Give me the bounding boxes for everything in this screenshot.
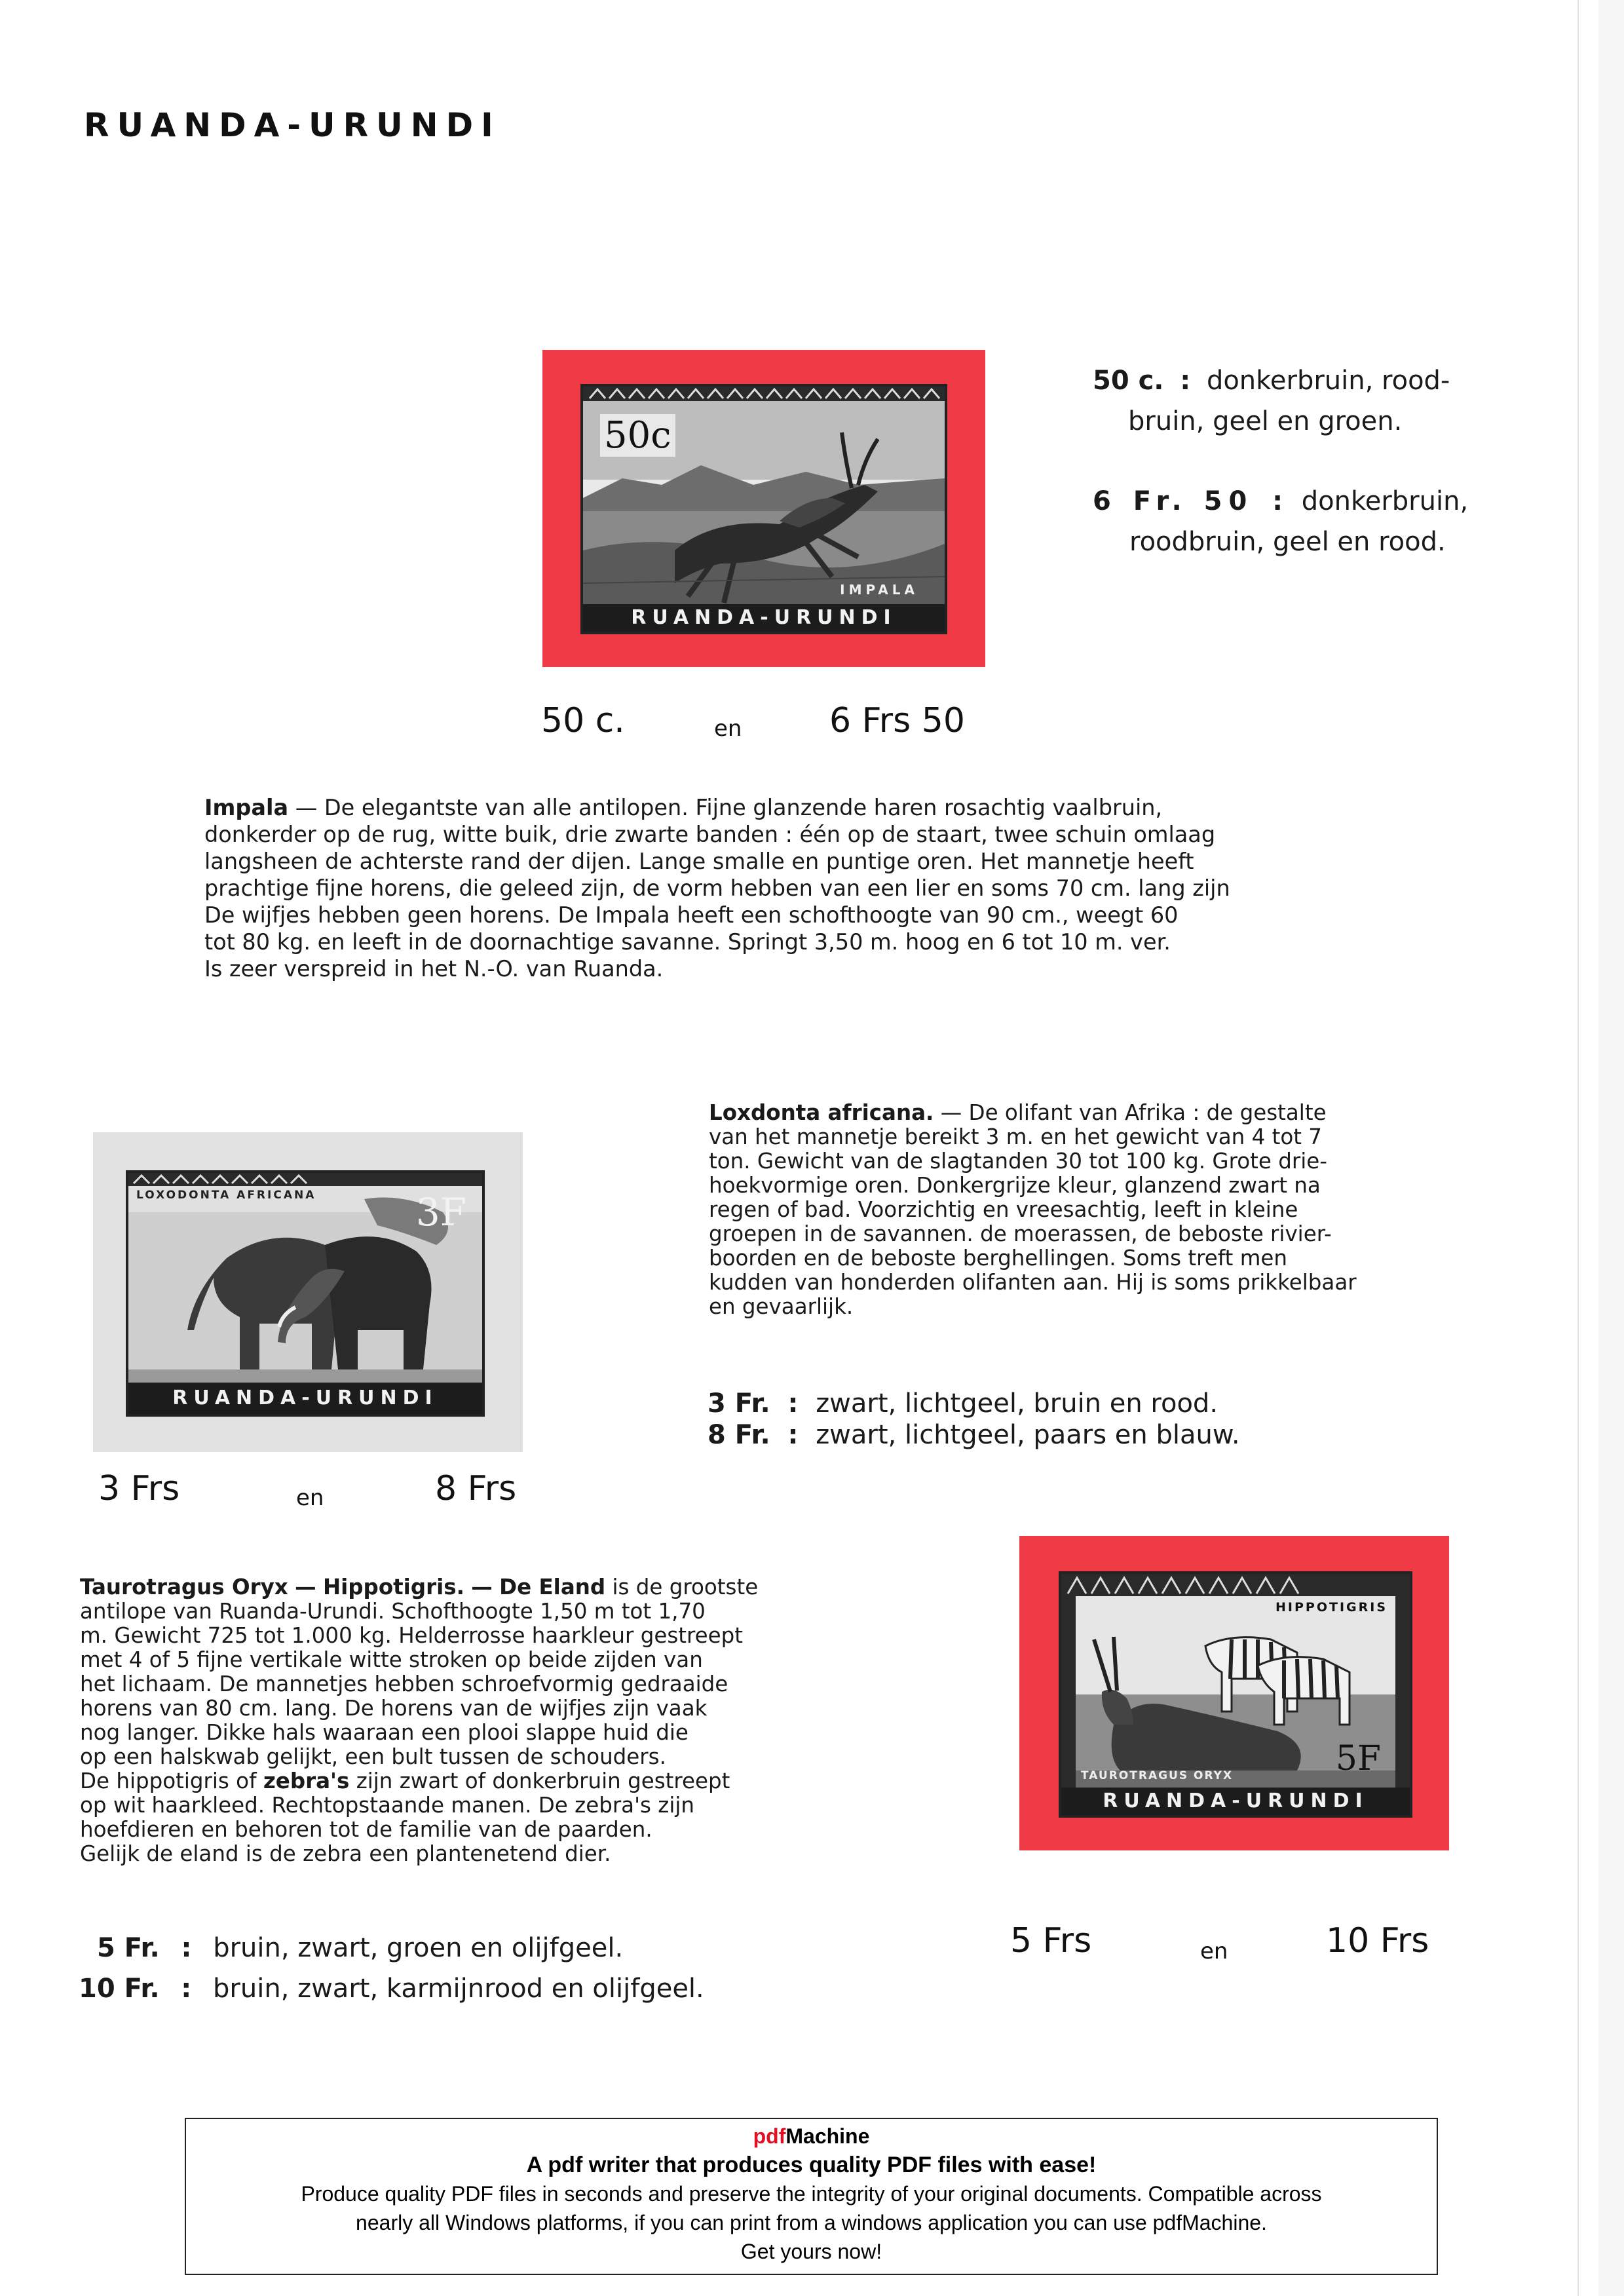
impala-desc-line: Impala — De elegantste van alle antilopen. Fijne glanzende haren rosachtig vaalbruin, xyxy=(204,795,1163,820)
impala-desc-line: tot 80 kg. en leeft in de doornachtige savanne. Springt 3,50 m. hoog en 6 tot 10 m. ver. xyxy=(204,929,1171,955)
eland-sub-label: TAUROTRAGUS ORYX xyxy=(1081,1769,1234,1782)
eland-desc-line: nog langer. Dikke hals waaraan een plooi slappe huid die xyxy=(80,1720,689,1745)
pdfmachine-ad xyxy=(185,2118,1438,2275)
eland-desc-line: op een halskwab gelijkt, een bult tussen de schouders. xyxy=(80,1744,666,1769)
elephant-price-right: 8 Frs xyxy=(435,1469,517,1508)
impala-color-sep: : xyxy=(1180,366,1191,396)
elephant-desc-line: en gevaarlijk. xyxy=(709,1294,854,1319)
elephant-color-desc: zwart, lichtgeel, bruin en rood. xyxy=(816,1388,1218,1419)
impala-desc-line: langsheen de achterste rand der dijen. Lange smalle en puntige oren. Het mannetje heeft xyxy=(204,849,1194,874)
eland-color-sep: : xyxy=(181,1933,192,1963)
impala-color-sep: : xyxy=(1272,486,1283,516)
page-title: RUANDA-URUNDI xyxy=(84,106,501,144)
impala-color-denom: 6 Fr. 50 xyxy=(1093,486,1254,516)
elephant-color-desc: zwart, lichtgeel, paars en blauw. xyxy=(816,1420,1240,1450)
ad-cta[interactable]: Get yours now! xyxy=(740,2240,882,2263)
elephant-desc-line: groepen in de savannen. de moerassen, de beboste rivier- xyxy=(709,1221,1332,1246)
impala-desc-line: prachtige fijne horens, die geleed zijn, de vorm hebben van een lier en soms 70 cm. lang zijn xyxy=(204,875,1230,901)
elephant-stamp xyxy=(126,1170,485,1417)
eland-country-band: RUANDA-URUNDI xyxy=(1061,1788,1410,1815)
elephant-desc-line: Loxdonta africana. — De olifant van Afrika : de gestalte xyxy=(709,1100,1327,1125)
eland-stamp xyxy=(1059,1571,1412,1818)
eland-price-left: 5 Frs xyxy=(1010,1921,1092,1961)
elephant-color-sep: : xyxy=(787,1388,799,1419)
impala-price-right: 6 Frs 50 xyxy=(829,701,965,740)
impala-color-denom: 50 c. xyxy=(1093,366,1164,396)
elephant-value-mark: 3F xyxy=(415,1190,466,1234)
eland-species-label: HIPPOTIGRIS xyxy=(1275,1600,1388,1615)
impala-color-650 xyxy=(1093,481,1486,522)
elephant-country-band: RUANDA-URUNDI xyxy=(128,1383,482,1414)
impala-color-desc: donkerbruin, xyxy=(1301,486,1469,516)
impala-price-left: 50 c. xyxy=(541,701,625,740)
impala-term: Impala xyxy=(204,795,289,820)
elephant-desc-line: van het mannetje bereikt 3 m. en het gewicht van 4 tot 7 xyxy=(709,1124,1322,1149)
impala-stamp xyxy=(580,384,947,634)
eland-desc-line: het lichaam. De mannetjes hebben schroefvormig gedraaide xyxy=(80,1672,728,1696)
impala-color-650-cont: roodbruin, geel en rood. xyxy=(1129,527,1446,557)
zebra-desc-line: hoefdieren en behoren tot de familie van de paarden. xyxy=(80,1817,652,1842)
elephant-color-8fr xyxy=(708,1419,1240,1451)
eland-color-desc: bruin, zwart, groen en olijfgeel. xyxy=(213,1933,624,1963)
eland-term-taurotragus: Taurotragus Oryx xyxy=(80,1575,288,1599)
eland-color-desc: bruin, zwart, karmijnrood en olijfgeel. xyxy=(213,1974,704,2004)
ad-line: nearly all Windows platforms, if you can print from a windows application you can use pdfMachine. xyxy=(356,2211,1267,2234)
impala-species-label: IMPALA xyxy=(840,582,918,598)
ad-line: Produce quality PDF files in seconds and preserve the integrity of your original documents. Compatible across xyxy=(301,2182,1322,2206)
page-edge xyxy=(1598,0,1624,2296)
elephant-desc-line: ton. Gewicht van de slagtanden 30 tot 100 kg. Grote drie- xyxy=(709,1149,1327,1174)
impala-desc-line: De wijfjes hebben geen horens. De Impala heeft een schofthoogte van 90 cm., weegt 60 xyxy=(204,902,1179,928)
zebra-desc-line: op wit haarkleed. Rechtopstaande manen. De zebra's zijn xyxy=(80,1793,695,1818)
eland-desc-line: m. Gewicht 725 tot 1.000 kg. Helderrosse haarkleur gestreept xyxy=(80,1623,744,1648)
eland-price-right: 10 Frs xyxy=(1326,1921,1429,1961)
eland-desc-line: met 4 of 5 fijne vertikale witte stroken op beide zijden van xyxy=(80,1647,703,1672)
elephant-description xyxy=(709,1101,1482,1319)
elephant-species-label: LOXODONTA AFRICANA xyxy=(136,1189,316,1202)
impala-value-mark: 50c xyxy=(600,414,675,457)
elephant-desc-line: hoekvormige oren. Donkergrijze kleur, glanzend zwart na xyxy=(709,1173,1321,1198)
eland-desc-line: Taurotragus Oryx — Hippotigris. — De Eland is de grootste xyxy=(80,1575,759,1599)
eland-term-hippotigris: Hippotigris. xyxy=(322,1575,464,1599)
impala-desc-line: donkerder op de rug, witte buik, drie zwarte banden : één op de staart, twee schuin omlaag xyxy=(204,822,1216,847)
ad-brand: pdfMachine xyxy=(753,2124,870,2148)
ad-tagline: A pdf writer that produces quality PDF files with ease! xyxy=(526,2152,1097,2177)
elephant-price-left: 3 Frs xyxy=(98,1469,180,1508)
impala-price-joiner: en xyxy=(714,716,742,742)
elephant-color-3fr xyxy=(708,1388,1218,1419)
elephant-term: Loxdonta africana. xyxy=(709,1100,934,1125)
eland-desc-line: antilope van Ruanda-Urundi. Schofthoogte 1,50 m tot 1,70 xyxy=(80,1599,706,1624)
zebra-desc-line: Gelijk de eland is de zebra een plantenetend dier. xyxy=(80,1841,611,1866)
impala-color-desc: donkerbruin, rood- xyxy=(1206,366,1450,396)
page-fold-line xyxy=(1577,0,1579,2296)
impala-color-50c-cont: bruin, geel en groen. xyxy=(1128,406,1403,436)
eland-description xyxy=(80,1575,856,1866)
eland-color-sep: : xyxy=(181,1974,192,2004)
eland-color-denom: 10 Fr. xyxy=(79,1974,160,2004)
impala-desc-line: Is zeer verspreid in het N.-O. van Ruanda. xyxy=(204,956,664,982)
eland-value-mark: 5F xyxy=(1335,1739,1381,1778)
eland-price-joiner: en xyxy=(1200,1938,1228,1964)
elephant-desc-line: regen of bad. Voorzichtig en vreesachtig, leeft in kleine xyxy=(709,1197,1298,1222)
impala-description xyxy=(204,794,1357,982)
eland-color-denom: 5 Fr. xyxy=(97,1933,160,1963)
elephant-desc-line: kudden van honderden olifanten aan. Hij is soms prikkelbaar xyxy=(709,1270,1357,1295)
eland-color-5fr xyxy=(97,1928,623,1968)
elephant-color-denom: 3 Fr. xyxy=(708,1388,770,1419)
elephant-color-sep: : xyxy=(787,1420,799,1450)
impala-country-band: RUANDA-URUNDI xyxy=(583,604,945,632)
eland-color-10fr xyxy=(79,1968,704,2009)
elephant-desc-line: boorden en de beboste berghellingen. Soms treft men xyxy=(709,1246,1287,1271)
zebra-desc-line: De hippotigris of zebra's zijn zwart of donkerbruin gestreept xyxy=(80,1769,730,1793)
zebra-term: zebra's xyxy=(263,1769,350,1793)
elephant-price-joiner: en xyxy=(296,1485,324,1511)
eland-term-eland: De Eland xyxy=(499,1575,606,1599)
elephant-color-denom: 8 Fr. xyxy=(708,1420,770,1450)
impala-color-50c xyxy=(1093,360,1486,401)
eland-desc-line: horens van 80 cm. lang. De horens van de wijfjes zijn vaak xyxy=(80,1696,708,1721)
